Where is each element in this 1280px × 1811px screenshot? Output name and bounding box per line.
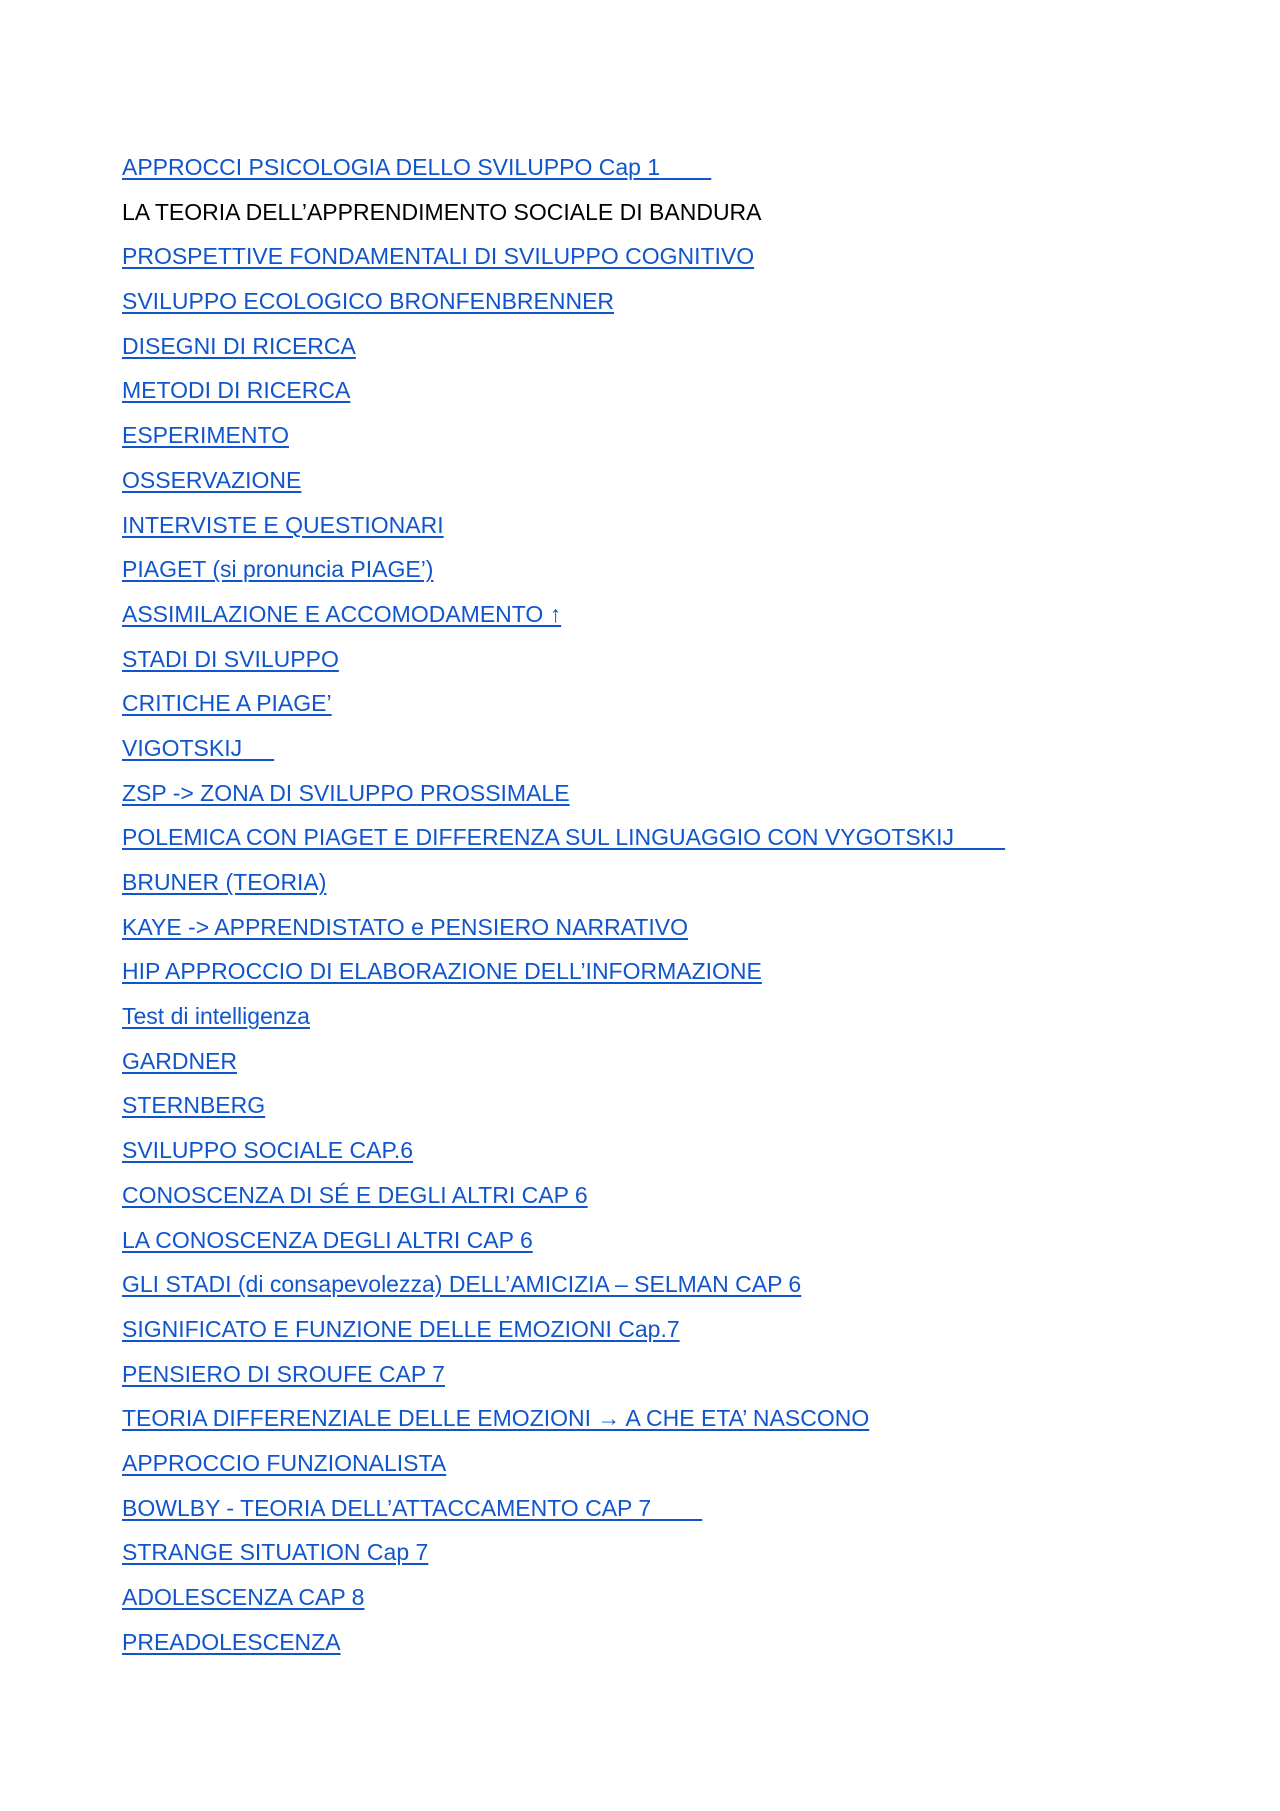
toc-entry-label: GARDNER bbox=[122, 1047, 238, 1074]
toc-entry-label: LA TEORIA DELL’APPRENDIMENTO SOCIALE DI BANDURA bbox=[122, 198, 762, 225]
toc-link[interactable] bbox=[122, 690, 332, 716]
toc-link[interactable] bbox=[122, 422, 289, 448]
toc-entry-label: Test di intelligenza bbox=[122, 1003, 310, 1030]
toc-entry-label: PENSIERO DI SROUFE CAP 7 bbox=[122, 1360, 445, 1387]
toc-link[interactable] bbox=[122, 1405, 869, 1431]
toc-entry-label: PIAGET (si pronuncia PIAGE’) bbox=[122, 556, 434, 583]
toc-entry-label: ESPERIMENTO bbox=[122, 422, 289, 449]
toc-link[interactable] bbox=[122, 646, 339, 672]
toc-entry-label: SVILUPPO ECOLOGICO BRONFENBRENNER bbox=[122, 288, 615, 315]
toc-link[interactable] bbox=[122, 1361, 445, 1387]
toc-link[interactable] bbox=[122, 1584, 364, 1610]
toc-entry-trail bbox=[954, 822, 1005, 852]
toc-entry-label: OSSERVAZIONE bbox=[122, 466, 302, 493]
toc-entry-label: GLI STADI (di consapevolezza) DELL’AMICIZIA – SELMAN CAP 6 bbox=[122, 1271, 802, 1298]
toc-link[interactable] bbox=[122, 735, 274, 761]
toc-entry bbox=[122, 688, 1005, 733]
table-of-contents bbox=[122, 152, 1005, 1671]
toc-entry bbox=[122, 1046, 1005, 1091]
toc-link[interactable] bbox=[122, 601, 561, 627]
toc-entry-label: STADI DI SVILUPPO bbox=[122, 645, 339, 672]
toc-entry-label: SVILUPPO SOCIALE CAP.6 bbox=[122, 1137, 414, 1164]
toc-link[interactable] bbox=[122, 377, 350, 403]
toc-link[interactable] bbox=[122, 958, 762, 984]
toc-entry-label: KAYE -> APPRENDISTATO e PENSIERO NARRATIVO bbox=[122, 913, 688, 940]
toc-entry-label: METODI DI RICERCA bbox=[122, 377, 351, 404]
toc-entry bbox=[122, 599, 1005, 644]
toc-link[interactable] bbox=[122, 333, 356, 359]
toc-entry bbox=[122, 554, 1005, 599]
toc-link[interactable] bbox=[122, 1539, 428, 1565]
toc-entry bbox=[122, 1448, 1005, 1493]
toc-entry bbox=[122, 822, 1005, 867]
toc-entry bbox=[122, 733, 1005, 778]
toc-entry bbox=[122, 644, 1005, 689]
toc-link[interactable] bbox=[122, 869, 326, 895]
toc-entry-label: STERNBERG bbox=[122, 1092, 266, 1119]
toc-entry bbox=[122, 1627, 1005, 1672]
toc-entry-label: POLEMICA CON PIAGET E DIFFERENZA SUL LINGUAGGIO CON VYGOTSKIJ bbox=[122, 824, 954, 851]
toc-entry-trail bbox=[660, 152, 711, 182]
toc-entry-label: SIGNIFICATO E FUNZIONE DELLE EMOZIONI Cap.7 bbox=[122, 1315, 680, 1342]
toc-entry-label: ASSIMILAZIONE E ACCOMODAMENTO ↑ bbox=[122, 600, 562, 627]
toc-entry-label: LA CONOSCENZA DEGLI ALTRI CAP 6 bbox=[122, 1226, 533, 1253]
toc-entry-label: BRUNER (TEORIA) bbox=[122, 869, 327, 895]
toc-link[interactable] bbox=[122, 1227, 533, 1253]
toc-link[interactable] bbox=[122, 1003, 310, 1029]
toc-entry bbox=[122, 956, 1005, 1001]
toc-entry-label: DISEGNI DI RICERCA bbox=[122, 332, 356, 359]
toc-entry-label: PROSPETTIVE FONDAMENTALI DI SVILUPPO COGNITIVO bbox=[122, 243, 755, 270]
toc-entry-label: CONOSCENZA DI SÉ E DEGLI ALTRI CAP 6 bbox=[122, 1181, 588, 1208]
toc-link[interactable] bbox=[122, 914, 688, 940]
toc-entry bbox=[122, 241, 1005, 286]
toc-link[interactable] bbox=[122, 1182, 588, 1208]
toc-link[interactable] bbox=[122, 780, 570, 806]
toc-link[interactable] bbox=[122, 467, 301, 493]
toc-link[interactable] bbox=[122, 556, 433, 582]
toc-entry-label: APPROCCIO FUNZIONALISTA bbox=[122, 1449, 447, 1476]
toc-entry-label: STRANGE SITUATION Cap 7 bbox=[122, 1539, 429, 1566]
toc-entry bbox=[122, 912, 1005, 957]
toc-link[interactable] bbox=[122, 154, 711, 180]
toc-entry-trail bbox=[242, 733, 274, 763]
toc-link[interactable] bbox=[122, 1092, 265, 1118]
toc-link[interactable] bbox=[122, 1048, 237, 1074]
toc-entry-label: HIP APPROCCIO DI ELABORAZIONE DELL’INFORMAZIONE bbox=[122, 958, 762, 985]
toc-entry-label: ADOLESCENZA CAP 8 bbox=[122, 1584, 365, 1610]
toc-entry bbox=[122, 375, 1005, 420]
toc-entry bbox=[122, 1359, 1005, 1404]
toc-link[interactable] bbox=[122, 1450, 446, 1476]
toc-entry-label: APPROCCI PSICOLOGIA DELLO SVILUPPO Cap 1 bbox=[122, 154, 661, 180]
toc-link[interactable] bbox=[122, 824, 1005, 850]
toc-entry-trail bbox=[651, 1493, 702, 1523]
toc-entry bbox=[122, 1403, 1005, 1448]
toc-entry bbox=[122, 331, 1005, 376]
toc-link[interactable] bbox=[122, 1316, 680, 1342]
toc-entry bbox=[122, 152, 1005, 197]
toc-link[interactable] bbox=[122, 512, 444, 538]
toc-entry-label: CRITICHE A PIAGE’ bbox=[122, 690, 332, 717]
toc-entry bbox=[122, 510, 1005, 555]
toc-entry bbox=[122, 1180, 1005, 1225]
toc-entry-label: BOWLBY - TEORIA DELL’ATTACCAMENTO CAP 7 bbox=[122, 1494, 652, 1521]
toc-entry bbox=[122, 286, 1005, 331]
toc-entry bbox=[122, 420, 1005, 465]
toc-entry-label: PREADOLESCENZA bbox=[122, 1628, 341, 1655]
toc-entry bbox=[122, 465, 1005, 510]
toc-entry bbox=[122, 1537, 1005, 1582]
toc-entry bbox=[122, 1493, 1005, 1538]
toc-entry bbox=[122, 1269, 1005, 1314]
toc-entry bbox=[122, 1090, 1005, 1135]
toc-entry-label: TEORIA DIFFERENZIALE DELLE EMOZIONI → A CHE ETA’ NASCONO bbox=[122, 1405, 870, 1432]
toc-entry bbox=[122, 1135, 1005, 1180]
toc-link[interactable] bbox=[122, 1137, 413, 1163]
toc-entry-label: INTERVISTE E QUESTIONARI bbox=[122, 511, 444, 538]
toc-link[interactable] bbox=[122, 1271, 801, 1297]
toc-link[interactable] bbox=[122, 288, 614, 314]
toc-entry bbox=[122, 1225, 1005, 1270]
toc-link[interactable] bbox=[122, 1495, 702, 1521]
toc-entry bbox=[122, 778, 1005, 823]
toc-link[interactable] bbox=[122, 1629, 341, 1655]
toc-entry bbox=[122, 1582, 1005, 1627]
toc-entry bbox=[122, 867, 1005, 912]
toc-entry bbox=[122, 1314, 1005, 1359]
toc-entry bbox=[122, 1001, 1005, 1046]
toc-link[interactable] bbox=[122, 243, 754, 269]
toc-entry bbox=[122, 197, 1005, 242]
toc-heading-text bbox=[122, 199, 762, 225]
toc-entry-label: ZSP -> ZONA DI SVILUPPO PROSSIMALE bbox=[122, 779, 570, 806]
toc-entry-label: VIGOTSKIJ bbox=[122, 734, 243, 761]
